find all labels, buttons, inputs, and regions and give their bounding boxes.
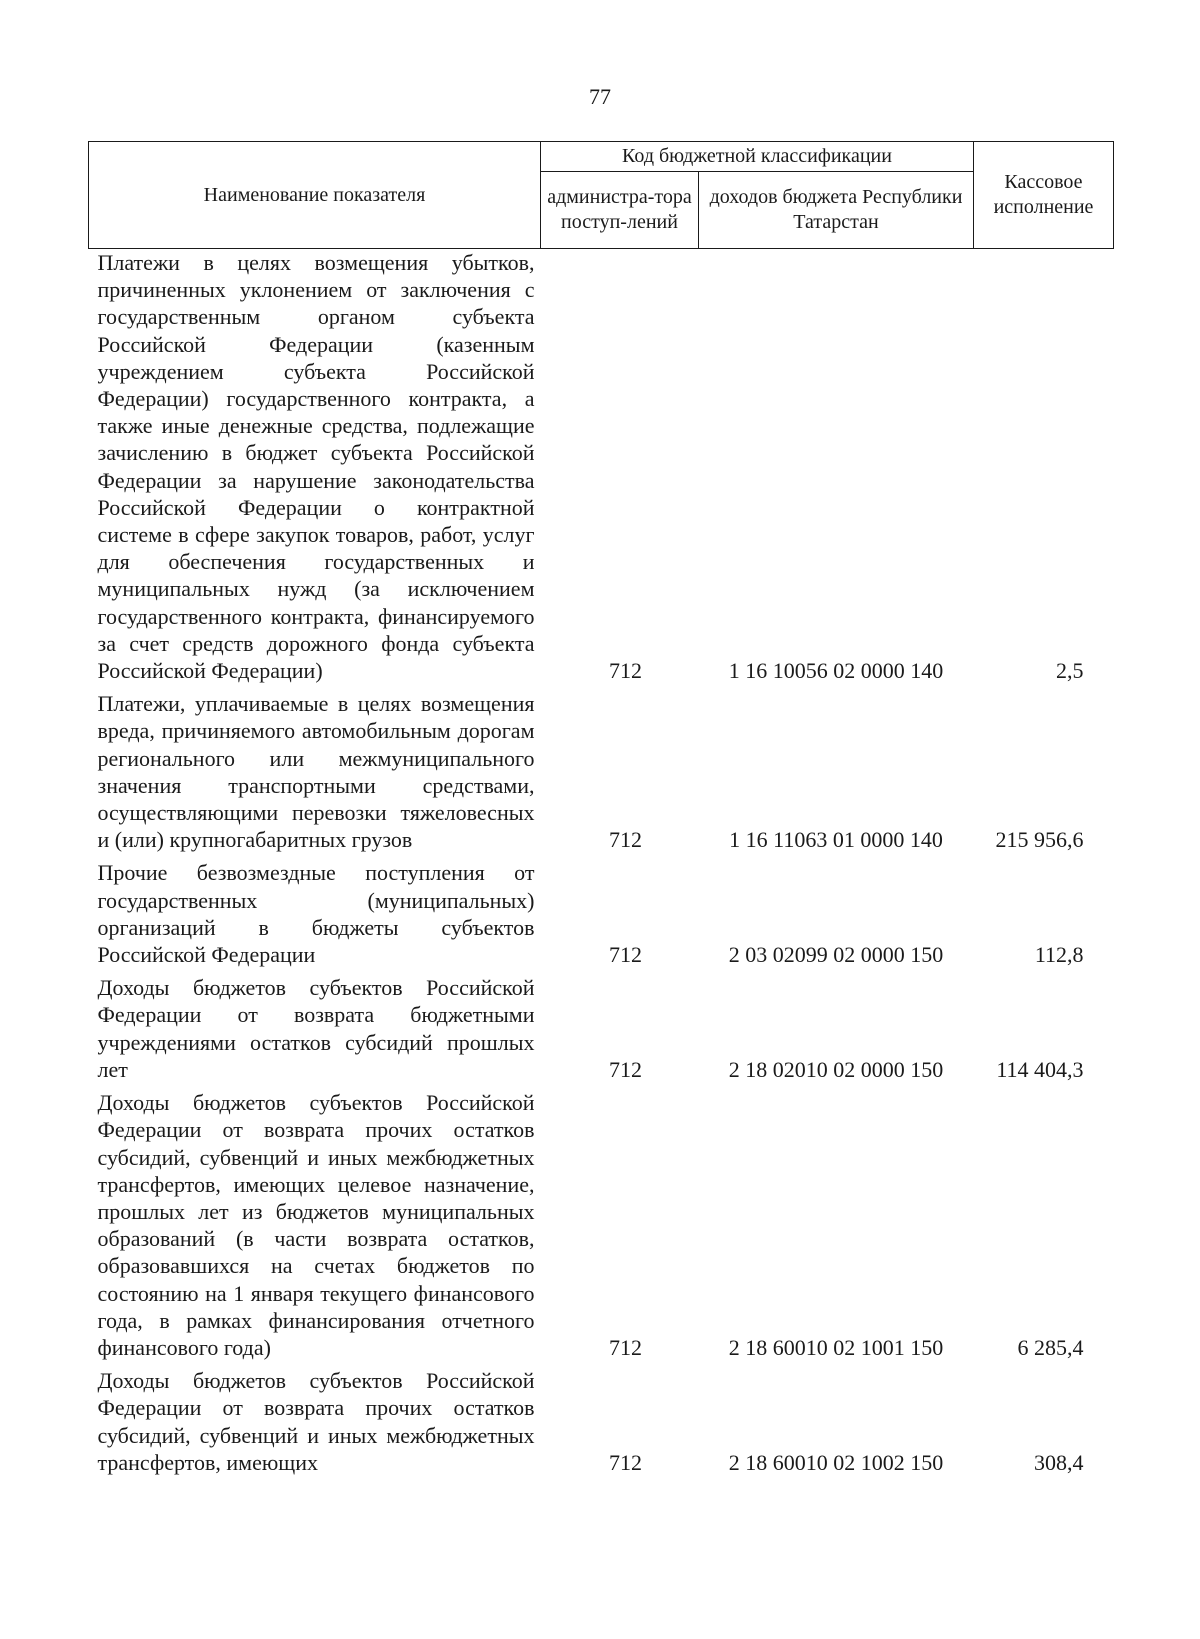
page-number: 77 bbox=[589, 84, 611, 109]
row-admin-code: 712 bbox=[609, 942, 642, 968]
row-name: Прочие безвозмездные поступления от государственных (муниципальных) организаций в бюджеты субъектов Российской Федерации bbox=[97, 860, 535, 968]
header-revenue: доходов бюджета Республики Татарстан bbox=[699, 172, 974, 249]
row-revenue-code: 2 18 60010 02 1001 150 bbox=[728, 1334, 944, 1360]
row-revenue-code: 2 18 02010 02 0000 150 bbox=[728, 1056, 944, 1082]
header-name: Наименование показателя bbox=[89, 142, 541, 249]
row-name: Доходы бюджетов субъектов Российской Федерации от возврата бюджетными учреждениями остатков субсидий прошлых лет bbox=[97, 975, 535, 1082]
row-name: Платежи, уплачиваемые в целях возмещения вреда, причиняемого автомобильным дорогам регионального или межмуниципального значения транспортными средствами, осуществляющими перевозки тяжеловесных и (или) крупногабаритных грузов bbox=[97, 691, 535, 853]
table-row bbox=[89, 859, 1114, 974]
row-revenue-code: 2 18 60010 02 1002 150 bbox=[728, 1449, 944, 1475]
row-admin-code: 712 bbox=[609, 1056, 642, 1082]
row-execution: 308,4 bbox=[1034, 1449, 1084, 1475]
table-row bbox=[89, 974, 1114, 1089]
row-execution: 215 956,6 bbox=[995, 827, 1084, 853]
row-name: Платежи в целях возмещения убытков, причиненных уклонением от заключения с государственным органом субъекта Российской Федерации (казенным учреждением субъекта Российской Федерации) государственного контракта, а также иные денежные средства, подлежащие зачислению в бюджет субъекта Российской Федерации за нарушение законодательства Российской Федерации о контрактной системе в сфере закупок товаров, работ, услуг для обеспечения государственных и муниципальных нужд (за исключением государственного контракта, финансируемого за счет средств дорожного фонда субъекта Российской Федерации) bbox=[97, 250, 535, 684]
header-administrator: администра-тора поступ-лений bbox=[541, 172, 699, 249]
row-revenue-code: 1 16 11063 01 0000 140 bbox=[729, 827, 943, 853]
row-name: Доходы бюджетов субъектов Российской Федерации от возврата прочих остатков субсидий, субвенций и иных межбюджетных трансфертов, имеющих целевое назначение, прошлых лет из бюджетов муниципальных образований (в части возврата остатков, образовавшихся на счетах бюджетов по состоянию на 1 января текущего финансового года, в рамках финансирования отчетного финансового года) bbox=[97, 1090, 535, 1360]
row-admin-code: 712 bbox=[609, 827, 642, 853]
header-execution: Кассовое исполнение bbox=[974, 142, 1114, 249]
header-budget-classification: Код бюджетной классификации bbox=[541, 142, 974, 172]
table-row bbox=[89, 690, 1114, 859]
row-revenue-code: 1 16 10056 02 0000 140 bbox=[728, 658, 944, 684]
row-execution: 114 404,3 bbox=[996, 1056, 1084, 1082]
row-name: Доходы бюджетов субъектов Российской Федерации от возврата прочих остатков субсидий, субвенций и иных межбюджетных трансфертов, имеющих bbox=[97, 1368, 535, 1475]
row-execution: 6 285,4 bbox=[1017, 1334, 1084, 1360]
row-admin-code: 712 bbox=[609, 1449, 642, 1475]
row-revenue-code: 2 03 02099 02 0000 150 bbox=[728, 942, 944, 968]
budget-table bbox=[88, 141, 1114, 1482]
row-admin-code: 712 bbox=[609, 1334, 642, 1360]
row-execution: 112,8 bbox=[1034, 942, 1084, 968]
row-admin-code: 712 bbox=[609, 658, 642, 684]
table-row bbox=[89, 1089, 1114, 1367]
row-execution: 2,5 bbox=[1056, 658, 1084, 684]
table-row bbox=[89, 249, 1114, 691]
table-row bbox=[89, 1367, 1114, 1482]
